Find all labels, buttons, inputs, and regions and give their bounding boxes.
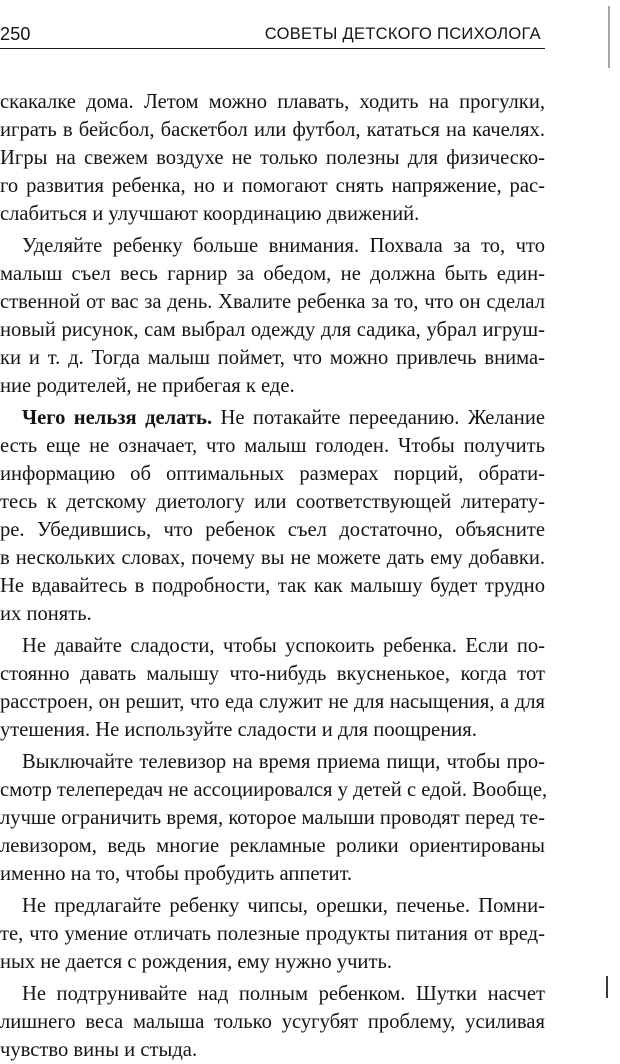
paragraph xyxy=(0,980,545,1064)
bold-lead: Чего нельзя делать. xyxy=(22,407,213,429)
text-line: лишнего веса малыша только усугубят проблему, усиливая xyxy=(0,1011,545,1033)
paragraph xyxy=(0,232,545,400)
running-header xyxy=(0,22,545,49)
text-line: их понять. xyxy=(0,603,92,625)
body-text xyxy=(0,88,548,1064)
text-line: утешения. Не используйте сладости и для поощрения. xyxy=(0,719,477,741)
text-line: стоянно давать малышу что-нибудь вкусненькое, когда тот xyxy=(0,663,545,685)
text-line: ственной от вас за день. Хвалите ребенка за то, что он сделал xyxy=(0,291,545,313)
text-line: скакалке дома. Летом можно плавать, ходить на прогулки, xyxy=(0,91,545,113)
page-number: 250 xyxy=(0,24,31,44)
paragraph xyxy=(0,88,545,228)
paragraph xyxy=(0,632,545,744)
text-line: Не давайте сладости, чтобы успокоить ребенка. Если по- xyxy=(22,635,545,657)
text-line: ре. Убедившись, что ребенок съел достаточно, объясните xyxy=(0,519,545,541)
text-line: играть в бейсбол, баскетбол или футбол, кататься на качелях. xyxy=(0,119,545,141)
text-line: ных не дается с рождения, ему нужно учить. xyxy=(0,951,392,973)
text-line: Не предлагайте ребенку чипсы, орешки, печенье. Помни- xyxy=(22,895,545,917)
text-line: есть еще не означает, что малыш голоден. Чтобы получить xyxy=(0,435,545,457)
scan-edge-mark-top xyxy=(608,6,610,68)
text-line: те, что умение отличать полезные продукты питания от вред- xyxy=(0,923,545,945)
text-line: Не подтрунивайте над полным ребенком. Шутки насчет xyxy=(22,983,545,1005)
text-line: лучше ограничить время, которое малыши проводят перед те- xyxy=(0,807,545,829)
text-line: ки и т. д. Тогда малыш поймет, что можно привлечь внима- xyxy=(0,347,545,369)
text-line: информацию об оптимальных размерах порций, обрати- xyxy=(0,463,545,485)
text-line: смотр телепередач не ассоциировался у детей с едой. Вообще, xyxy=(0,779,548,801)
text-line: новый рисунок, сам выбрал одежду для садика, убрал игруш- xyxy=(0,319,545,341)
text-line: ние родителей, не прибегая к еде. xyxy=(0,375,295,397)
text-line: го развития ребенка, но и помогают снять напряжение, рас- xyxy=(0,175,545,197)
text-line: именно на то, чтобы пробудить аппетит. xyxy=(0,863,353,885)
text-line xyxy=(0,404,545,432)
scan-edge-mark-bottom xyxy=(606,976,608,998)
text-line: чувство вины и стыда. xyxy=(0,1039,198,1061)
text-line: слабиться и улучшают координацию движений. xyxy=(0,203,420,225)
text-line: малыш съел весь гарнир за обедом, не должна быть един- xyxy=(0,263,545,285)
text-line: Уделяйте ребенку больше внимания. Похвала за то, что xyxy=(22,235,545,257)
text-line: в нескольких словах, почему вы не можете дать ему добавки. xyxy=(0,547,545,569)
text-line: Игры на свежем воздухе не только полезны для физическо- xyxy=(0,147,545,169)
text-line: тесь к детскому диетологу или соответствующей литерату- xyxy=(0,491,545,513)
text-line: Выключайте телевизор на время приема пищи, чтобы про- xyxy=(22,751,545,773)
paragraph xyxy=(0,404,545,628)
running-title: СОВЕТЫ ДЕТСКОГО ПСИХОЛОГА xyxy=(264,25,541,43)
text-line: расстроен, он решит, что еда служит не для насыщения, а для xyxy=(0,691,545,713)
text-line: левизором, ведь многие рекламные ролики ориентированы xyxy=(0,835,545,857)
paragraph xyxy=(0,892,545,976)
paragraph xyxy=(0,748,548,888)
text-line: Не вдавайтесь в подробности, так как малышу будет трудно xyxy=(0,575,545,597)
text-run: Не потакайте перееданию. Желание xyxy=(212,407,545,429)
